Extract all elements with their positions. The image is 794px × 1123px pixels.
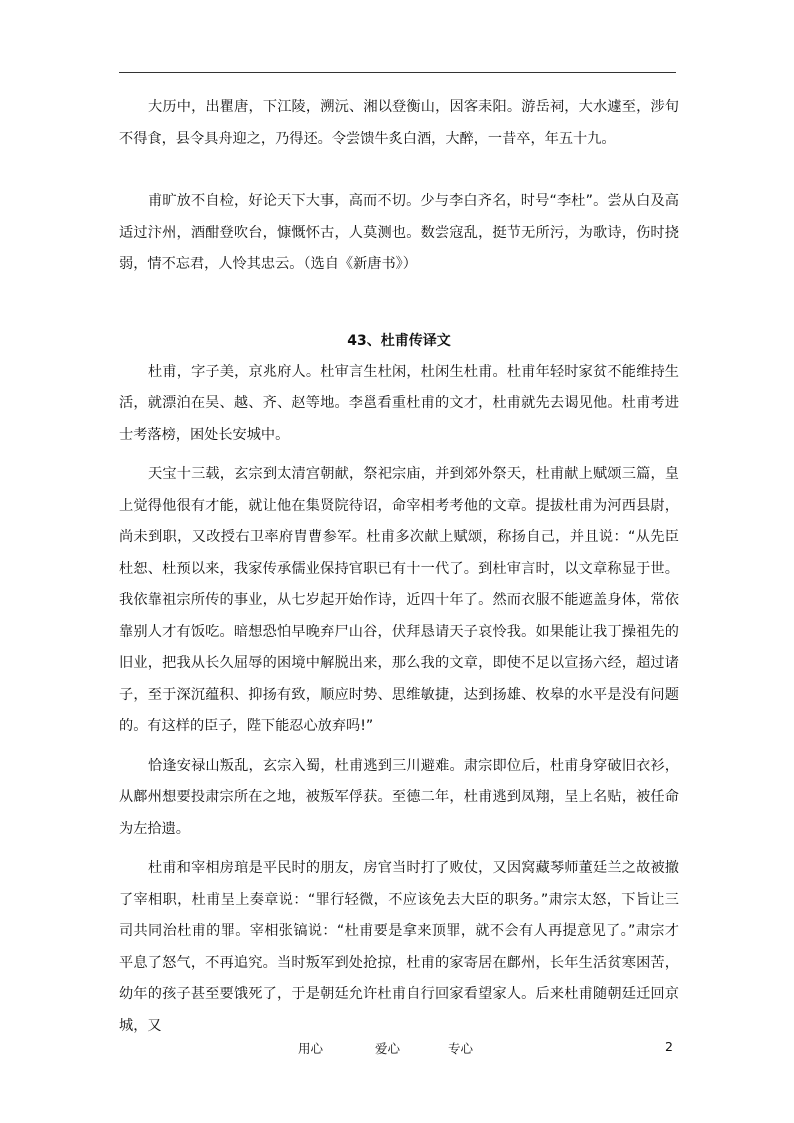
header-rule <box>119 72 676 73</box>
paragraph-dali: 大历中，出瞿唐，下江陵，溯沅、湘以登衡山，因客耒阳。游岳祠，大水遽至，涉旬不得食，县令具舟迎之，乃得还。令尝馈牛炙白酒，大醉，一昔卒，年五十九。 <box>119 99 679 147</box>
paragraph-translation-tianbao: 天宝十三载，玄宗到太清宫朝献，祭祀宗庙，并到郊外祭天，杜甫献上赋颂三篇，皇上觉得他很有才能，就让他在集贤院待诏，命宰相考考他的文章。提拔杜甫为河西县尉，尚未到职，又改授右卫率府胄曹参军。杜甫多次献上赋颂，称扬自己，并且说：“从先臣杜恕、杜预以来，我家传承儒业保持官职已有十一代了。到杜审言时，以文章称显于世。我依靠祖宗所传的事业，从七岁起开始作诗，近四十年了。然而衣服不能遮盖身体，常依靠别人才有饭吃。暗想恐怕早晚弃尸山谷，伏拜恳请天子哀怜我。如果能让我丁操祖先的旧业，把我从长久屈辱的困境中解脱出来，那么我的文章，即使不足以宣扬六经，超过诸子，至于深沉蕴积、抑扬有致，顺应时势、思维敏捷，达到扬雄、枚皋的水平是没有问题的。有这样的臣子，陛下能忍心放弃吗!” <box>119 466 679 734</box>
footer-slogan-1: 用心 <box>298 1041 324 1056</box>
footer-slogan-2: 爱心 <box>375 1041 401 1056</box>
footer-slogan-3: 专心 <box>448 1041 474 1056</box>
page-footer <box>0 1039 794 1061</box>
section-title: 43、杜甫传译文 <box>347 332 451 349</box>
paragraph-translation-fangguan: 杜甫和宰相房琯是平民时的朋友，房官当时打了败仗，又因窝藏琴师董廷兰之故被撤了宰相职，杜甫呈上奏章说：“罪行轻微，不应该免去大臣的职务。”肃宗太怒，下旨让三司共同治杜甫的罪。宰相张镐说：“杜甫要是拿来顶罪，就不会有人再提意见了。”肃宗才平息了怒气，不再追究。当时叛军到处抢掠，杜甫的家寄居在鄜州，长年生活贫寒困苦，幼年的孩子甚至要饿死了，于是朝廷允许杜甫自行回家看望家人。后来杜甫随朝廷迁回京城，又 <box>119 860 679 1034</box>
paragraph-fu-character: 甫旷放不自检，好论天下大事，高而不切。少与李白齐名，时号“李杜”。尝从白及高适过汴州，酒酣登吹台，慷慨怀古，人莫测也。数尝寇乱，挺节无所污，为歌诗，伤时挠弱，情不忘君，人怜其忠云。（选自《新唐书》） <box>119 193 679 272</box>
document-body <box>119 92 679 1042</box>
paragraph-translation-intro: 杜甫，字子美，京兆府人。杜审言生杜闲，杜闲生杜甫。杜甫年轻时家贫不能维持生活，就漂泊在吴、越、齐、赵等地。李邕看重杜甫的文才，杜甫就先去谒见他。杜甫考进士考落榜，困处长安城中。 <box>119 363 679 443</box>
page-number: 2 <box>665 1039 673 1054</box>
paragraph-translation-anlushan: 恰逢安禄山叛乱，玄宗入蜀，杜甫逃到三川避难。肃宗即位后，杜甫身穿破旧衣衫，从鄜州想要投肃宗所在之地，被叛军俘获。至德二年，杜甫逃到凤翔，呈上名贴，被任命为左拾遗。 <box>119 757 679 837</box>
